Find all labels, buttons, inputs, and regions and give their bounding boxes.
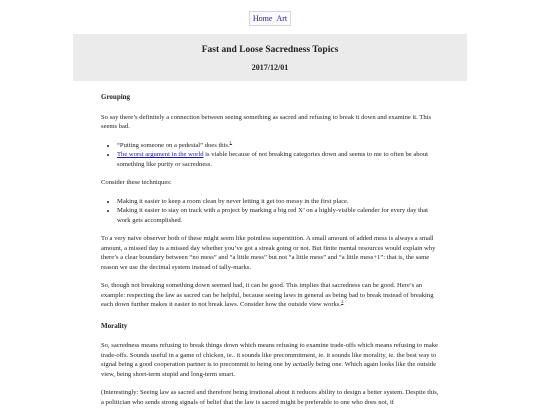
page-title: Fast and Loose Sacredness Topics: [201, 45, 339, 55]
footnote-link-2[interactable]: 2: [341, 298, 344, 304]
technique-list: [101, 197, 441, 226]
nav-bar: [249, 11, 291, 26]
list-item: • Making it easier to keep a room clean by never letting it get too messy in the first place.: [117, 197, 441, 207]
list-item-text: is viable because of not breaking categories down and seems to me to often be about something like purity or sacredness.: [117, 151, 428, 168]
list-item: [117, 150, 441, 169]
page-date: 2017/12/01: [251, 63, 289, 72]
worst-argument-link[interactable]: The worst argument in the world: [117, 151, 204, 158]
paragraph: (Interestingly: Seeing law as sacred and therefore being irrational about it reduces ability to design a better system. Despite this, a politician who sends strong signals of belief that the law is sacred might be preferable to one who does not, if: [101, 389, 439, 406]
section-heading-morality: Morality: [101, 321, 128, 330]
paragraph: To a very naive observer both of these might seem like pointless superstition. A small amount of added mess is always a small amount, a missed day is a missed day whether you’ve got a streak going or not. But finite mental resources would explain why there’s a clear boundary between “no mess” and “a little mess” but not “a little mess” and “a little mess+1”: that is, the same reason we use the decimal system instead of tally-marks.: [101, 235, 436, 271]
paragraph: So say there’s definitely a connection between seeing something as sacred and refusing to break it down and examine it. This seems bad.: [101, 113, 432, 130]
nav-art-link[interactable]: Art: [276, 14, 288, 23]
paragraph: Consider these techniques:: [101, 179, 172, 186]
list-item-text: “Putting someone on a pedestal” does this.: [117, 141, 230, 149]
footnote-link-1[interactable]: 1: [229, 139, 232, 145]
paragraph-text: So, sacredness means refusing to break things down which means refusing to examine trade-offs which means refusing to make trade-offs. Sounds useful in a game of chicken, ie.. it sounds like precommitment, ie. it sounds like morality, ie. the best way to signal being a good cooperation partner is to precommit to being one by: [101, 342, 438, 368]
paragraph: [101, 341, 441, 379]
paragraph-text: being one. Which again looks like the outside view, being short-term stupid and long-term smart.: [101, 361, 437, 378]
list-item: [117, 141, 441, 151]
article-body: [101, 93, 441, 416]
paragraph-text: So, though not breaking something down seemed bad, it can be good. This implies that sacredness can be good. Here’s an example: respecting the law as sacred can be helpful, because seeing laws in general as being bad to break instead of breaking each down further makes it easier to not break laws. Consider how the outside view works.: [101, 282, 434, 308]
list-item: • Making it easier to stay on track with a project by marking a big red X’ on a highly-visible calender for every day that work gets accomplished.: [117, 206, 441, 225]
paragraph: [101, 281, 441, 310]
bullet-list: [101, 141, 441, 170]
nav-home-link[interactable]: Home: [252, 14, 273, 23]
page-header: [73, 34, 467, 81]
top-nav: [0, 11, 540, 26]
emphasis-text: actually: [292, 361, 314, 368]
section-heading-grouping: Grouping: [101, 93, 131, 101]
